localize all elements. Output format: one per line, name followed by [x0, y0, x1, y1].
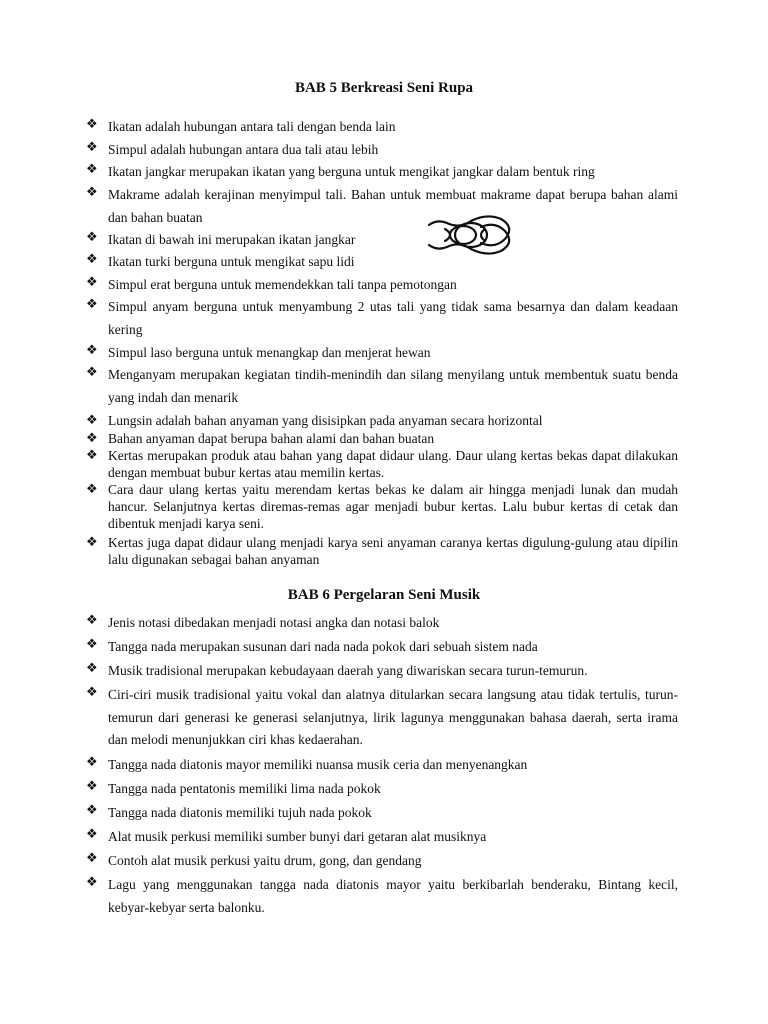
diamond-bullet-icon: ❖ — [86, 229, 98, 244]
diamond-bullet-icon: ❖ — [86, 184, 98, 199]
diamond-bullet-icon: ❖ — [86, 874, 98, 889]
diamond-bullet-icon: ❖ — [86, 802, 98, 817]
list-item: ❖ Tangga nada diatonis memiliki tujuh nada pokok — [86, 802, 372, 820]
diamond-bullet-icon: ❖ — [86, 116, 98, 131]
list-item: ❖ Ikatan turki berguna untuk mengikat sapu lidi — [86, 251, 355, 269]
diamond-bullet-icon: ❖ — [86, 612, 98, 627]
section-title-bab-6: BAB 6 Pergelaran Seni Musik — [287, 587, 481, 603]
diamond-bullet-icon: ❖ — [86, 636, 98, 651]
diamond-bullet-icon: ❖ — [86, 430, 98, 445]
diamond-bullet-icon: ❖ — [86, 778, 98, 793]
list-item: ❖ Alat musik perkusi memiliki sumber bunyi dari getaran alat musiknya — [86, 826, 487, 844]
diamond-bullet-icon: ❖ — [86, 534, 98, 549]
list-item: ❖ Tangga nada pentatonis memiliki lima nada pokok — [86, 778, 381, 796]
section-title-bab-5: BAB 5 Berkreasi Seni Rupa — [294, 80, 474, 96]
list-item: ❖ Makrame adalah kerajinan menyimpul tali. Bahan untuk membuat makrame dapat berupa bahan alami dan bahan buatan — [86, 184, 678, 225]
diamond-bullet-icon: ❖ — [86, 826, 98, 841]
diamond-bullet-icon: ❖ — [86, 412, 98, 427]
diamond-bullet-icon: ❖ — [86, 274, 98, 289]
list-item: ❖ Ikatan jangkar merupakan ikatan yang berguna untuk mengikat jangkar dalam bentuk ring — [86, 161, 595, 179]
list-item: ❖ Tangga nada merupakan susunan dari nada nada pokok dari sebuah sistem nada — [86, 636, 538, 654]
list-item: ❖ Musik tradisional merupakan kebudayaan daerah yang diwariskan secara turun-temurun. — [86, 660, 588, 678]
list-item: ❖ Contoh alat musik perkusi yaitu drum, gong, dan gendang — [86, 850, 422, 868]
list-item: ❖ Lungsin adalah bahan anyaman yang disisipkan pada anyaman secara horizontal — [86, 412, 543, 428]
diamond-bullet-icon: ❖ — [86, 684, 98, 699]
list-item: ❖ Jenis notasi dibedakan menjadi notasi angka dan notasi balok — [86, 612, 440, 630]
diamond-bullet-icon: ❖ — [86, 251, 98, 266]
list-item: ❖ Cara daur ulang kertas yaitu merendam kertas bekas ke dalam air hingga menjadi lunak dan mudah hancur. Selanjutnya kertas diremas-remas agar menjadi bubur kertas. Lalu bubur kertas di cetak dan dibentuk menjadi karya seni. — [86, 481, 678, 531]
diamond-bullet-icon: ❖ — [86, 754, 98, 769]
diamond-bullet-icon: ❖ — [86, 850, 98, 865]
list-item: ❖ Ciri-ciri musik tradisional yaitu vokal dan alatnya ditularkan secara langsung atau tidak tertulis, turun-temurun dari generasi ke generasi selanjutnya, lirik lagunya menggunakan bahasa daerah, serta irama dan melodi menunjukkan ciri khas kedaerahan. — [86, 684, 678, 747]
list-item: ❖ Kertas merupakan produk atau bahan yang dapat didaur ulang. Daur ulang kertas bekas dapat dilakukan dengan membuat bubur kertas atau memilin kertas. — [86, 447, 678, 480]
list-item: ❖ Tangga nada diatonis mayor memiliki nuansa musik ceria dan menyenangkan — [86, 754, 528, 772]
list-item: ❖ Ikatan adalah hubungan antara tali dengan benda lain — [86, 116, 396, 134]
list-item: ❖ Menganyam merupakan kegiatan tindih-menindih dan silang menyilang untuk membentuk suatu benda yang indah dan menarik — [86, 364, 678, 405]
list-item: ❖ Kertas juga dapat didaur ulang menjadi karya seni anyaman caranya kertas digulung-gulung atau dipilin lalu digunakan sebagai bahan anyaman — [86, 534, 678, 567]
diamond-bullet-icon: ❖ — [86, 364, 98, 379]
diamond-bullet-icon: ❖ — [86, 481, 98, 496]
list-item: ❖ Ikatan di bawah ini merupakan ikatan jangkar — [86, 229, 356, 247]
list-item: ❖ Simpul laso berguna untuk menangkap dan menjerat hewan — [86, 342, 431, 360]
diamond-bullet-icon: ❖ — [86, 342, 98, 357]
list-item: ❖ Simpul erat berguna untuk memendekkan tali tanpa pemotongan — [86, 274, 457, 292]
list-item: ❖ Lagu yang menggunakan tangga nada diatonis mayor yaitu berkibarlah benderaku, Bintang kecil, kebyar-kebyar serta balonku. — [86, 874, 678, 915]
diamond-bullet-icon: ❖ — [86, 139, 98, 154]
diamond-bullet-icon: ❖ — [86, 660, 98, 675]
diamond-bullet-icon: ❖ — [86, 161, 98, 176]
list-item: ❖ Bahan anyaman dapat berupa bahan alami dan bahan buatan — [86, 430, 435, 446]
list-item: ❖ Simpul adalah hubungan antara dua tali atau lebih — [86, 139, 379, 157]
diamond-bullet-icon: ❖ — [86, 447, 98, 462]
diamond-bullet-icon: ❖ — [86, 296, 98, 311]
list-item: ❖ Simpul anyam berguna untuk menyambung 2 utas tali yang tidak sama besarnya dan dalam keadaan kering — [86, 296, 678, 337]
